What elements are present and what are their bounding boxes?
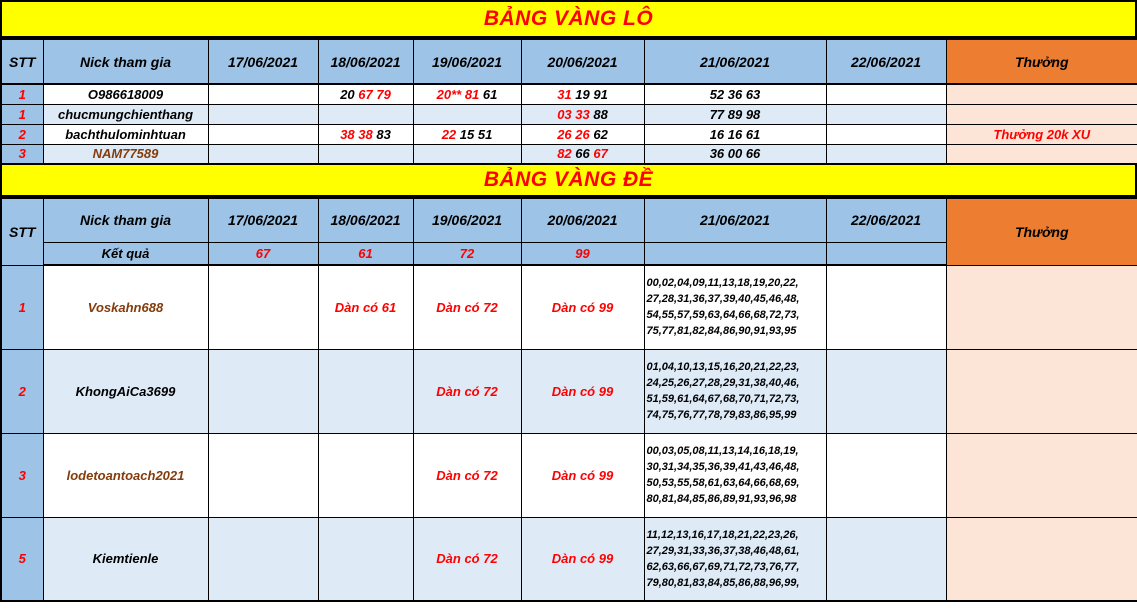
nick-cell: NAM77589: [43, 144, 208, 164]
column-header: 19/06/2021: [413, 39, 521, 84]
stt-cell: 5: [1, 517, 43, 601]
day-cell: [644, 104, 826, 124]
de-header-row: [1, 198, 1137, 242]
day-cell: [826, 265, 946, 349]
lo-header-row: [1, 39, 1137, 84]
reward-cell: [946, 104, 1137, 124]
day-cell: [318, 84, 413, 104]
nick-cell: O986618009: [43, 84, 208, 104]
ketqua-value: [644, 242, 826, 265]
number-list-cell: [644, 349, 826, 433]
column-header: 21/06/2021: [644, 198, 826, 242]
day-cell: [826, 433, 946, 517]
ketqua-value: 61: [318, 242, 413, 265]
reward-cell: [946, 144, 1137, 164]
number-group: 31: [557, 86, 576, 102]
day-cell: [826, 517, 946, 601]
number-group: 26 26: [557, 126, 594, 142]
day-cell: [826, 349, 946, 433]
number-list-line: 30,31,34,35,36,39,41,43,46,48,: [646, 461, 800, 473]
number-group: 62: [593, 126, 608, 142]
reward-cell: [946, 517, 1137, 601]
reward-column-header: Thưởng: [946, 198, 1137, 265]
reward-cell: [946, 84, 1137, 104]
day-cell: [826, 104, 946, 124]
column-header: STT: [1, 39, 43, 84]
day-cell: Dàn có 99: [521, 433, 644, 517]
nick-cell: Voskahn688: [43, 265, 208, 349]
day-cell: [208, 265, 318, 349]
day-cell: [208, 104, 318, 124]
column-header: 19/06/2021: [413, 198, 521, 242]
day-cell: [644, 144, 826, 164]
de-table-row: [1, 349, 1137, 433]
number-group: 38 38: [340, 126, 377, 142]
number-list-line: 51,59,61,64,67,68,70,71,72,73,: [646, 393, 800, 405]
ketqua-label: Kết quả: [43, 242, 208, 265]
nick-cell: lodetoantoach2021: [43, 433, 208, 517]
de-banner-title: BẢNG VÀNG ĐỀ: [483, 168, 654, 191]
nick-cell: bachthulominhtuan: [43, 124, 208, 144]
column-header: STT: [1, 198, 43, 265]
number-list-line: 24,25,26,27,28,29,31,38,40,46,: [646, 377, 800, 389]
lo-banner-title: BẢNG VÀNG LÔ: [483, 7, 654, 30]
nick-cell: KhongAiCa3699: [43, 349, 208, 433]
number-group: 82: [557, 146, 576, 162]
ketqua-value: [826, 242, 946, 265]
number-list-cell: [644, 517, 826, 601]
de-table-row: [1, 517, 1137, 601]
number-group: 20** 81: [436, 86, 483, 102]
de-table-row: [1, 433, 1137, 517]
day-cell: Dàn có 61: [318, 265, 413, 349]
day-cell: [521, 84, 644, 104]
day-cell: [318, 349, 413, 433]
day-cell: [826, 124, 946, 144]
number-group: 20: [340, 86, 359, 102]
number-group: 15 51: [459, 126, 493, 142]
number-list-line: 75,77,81,82,84,86,90,91,93,95: [646, 325, 797, 338]
number-group: 22: [441, 126, 460, 142]
number-group: 67 79: [358, 86, 391, 102]
number-group: 03 33: [557, 106, 594, 122]
day-cell: Dàn có 72: [413, 349, 521, 433]
day-cell: Dàn có 72: [413, 517, 521, 601]
day-cell: [208, 144, 318, 164]
lo-table-row: [1, 144, 1137, 164]
day-cell: Dàn có 99: [521, 265, 644, 349]
nick-cell: Kiemtienle: [43, 517, 208, 601]
column-header: 20/06/2021: [521, 39, 644, 84]
day-cell: [521, 144, 644, 164]
lo-table-row: [1, 124, 1137, 144]
number-group: 19 91: [575, 86, 608, 102]
column-header: 21/06/2021: [644, 39, 826, 84]
stt-cell: 1: [1, 265, 43, 349]
reward-cell: Thưởng 20k XU: [946, 124, 1137, 144]
day-cell: [318, 144, 413, 164]
lo-table-row: [1, 104, 1137, 124]
lo-table-row: [1, 84, 1137, 104]
day-cell: [521, 124, 644, 144]
stt-cell: 3: [1, 433, 43, 517]
day-cell: Dàn có 72: [413, 433, 521, 517]
column-header: 18/06/2021: [318, 39, 413, 84]
day-cell: [208, 84, 318, 104]
number-list-line: 74,75,76,77,78,79,83,86,95,99: [646, 409, 797, 421]
day-cell: [826, 144, 946, 164]
number-list-line: 50,53,55,58,61,63,64,66,68,69,: [646, 477, 800, 489]
number-group: 61: [482, 86, 498, 102]
day-cell: [826, 84, 946, 104]
column-header: Nick tham gia: [43, 39, 208, 84]
reward-cell: [946, 433, 1137, 517]
number-list-cell: [644, 265, 826, 349]
ketqua-value: 72: [413, 242, 521, 265]
column-header: 17/06/2021: [208, 39, 318, 84]
day-cell: [413, 104, 521, 124]
day-cell: Dàn có 99: [521, 517, 644, 601]
day-cell: [644, 84, 826, 104]
column-header: 22/06/2021: [826, 39, 946, 84]
number-group: 36 00 66: [709, 146, 761, 162]
day-cell: [318, 104, 413, 124]
number-list-line: 00,02,04,09,11,13,18,19,20,22,: [646, 277, 799, 290]
day-cell: [208, 349, 318, 433]
column-header: 17/06/2021: [208, 198, 318, 242]
column-header: 22/06/2021: [826, 198, 946, 242]
number-list-line: 54,55,57,59,63,64,66,68,72,73,: [646, 309, 800, 322]
day-cell: [208, 433, 318, 517]
number-list-line: 01,04,10,13,15,16,20,21,22,23,: [646, 361, 800, 373]
lo-table: [0, 38, 1137, 165]
number-group: 83: [376, 126, 391, 142]
number-list-line: 00,03,05,08,11,13,14,16,18,19,: [646, 445, 799, 457]
stt-cell: 2: [1, 124, 43, 144]
ketqua-value: 67: [208, 242, 318, 265]
column-header: Nick tham gia: [43, 198, 208, 242]
number-list-line: 80,81,84,85,86,89,91,93,96,98: [646, 493, 797, 505]
number-group: 67: [593, 146, 608, 162]
day-cell: [318, 124, 413, 144]
de-banner: [0, 165, 1137, 197]
number-list-line: 27,28,31,36,37,39,40,45,46,48,: [646, 293, 800, 306]
number-list-cell: [644, 433, 826, 517]
day-cell: [644, 124, 826, 144]
number-list-line: 11,12,13,16,17,18,21,22,23,26,: [646, 528, 799, 541]
reward-column-header: Thưởng: [946, 39, 1137, 84]
number-list-line: 27,29,31,33,36,37,38,46,48,61,: [646, 544, 800, 557]
reward-cell: [946, 349, 1137, 433]
number-list-line: 62,63,66,67,69,71,72,73,76,77,: [646, 560, 800, 573]
stt-cell: 2: [1, 349, 43, 433]
day-cell: [318, 517, 413, 601]
day-cell: [318, 433, 413, 517]
number-group: 88: [593, 106, 608, 122]
column-header: 20/06/2021: [521, 198, 644, 242]
de-table: [0, 197, 1137, 602]
stt-cell: 1: [1, 84, 43, 104]
day-cell: Dàn có 99: [521, 349, 644, 433]
number-group: 52 36 63: [709, 86, 761, 102]
day-cell: [413, 124, 521, 144]
day-cell: Dàn có 72: [413, 265, 521, 349]
nick-cell: chucmungchienthang: [43, 104, 208, 124]
day-cell: [208, 124, 318, 144]
number-group: 16 16 61: [709, 126, 761, 142]
ketqua-value: 99: [521, 242, 644, 265]
day-cell: [521, 104, 644, 124]
number-group: 77 89 98: [709, 106, 761, 122]
day-cell: [413, 144, 521, 164]
day-cell: [413, 84, 521, 104]
number-list-line: 79,80,81,83,84,85,86,88,96,99,: [646, 576, 800, 589]
lo-banner: [0, 0, 1137, 38]
column-header: 18/06/2021: [318, 198, 413, 242]
de-table-row: [1, 265, 1137, 349]
number-group: 66: [575, 146, 594, 162]
stt-cell: 1: [1, 104, 43, 124]
reward-cell: [946, 265, 1137, 349]
stt-cell: 3: [1, 144, 43, 164]
day-cell: [208, 517, 318, 601]
